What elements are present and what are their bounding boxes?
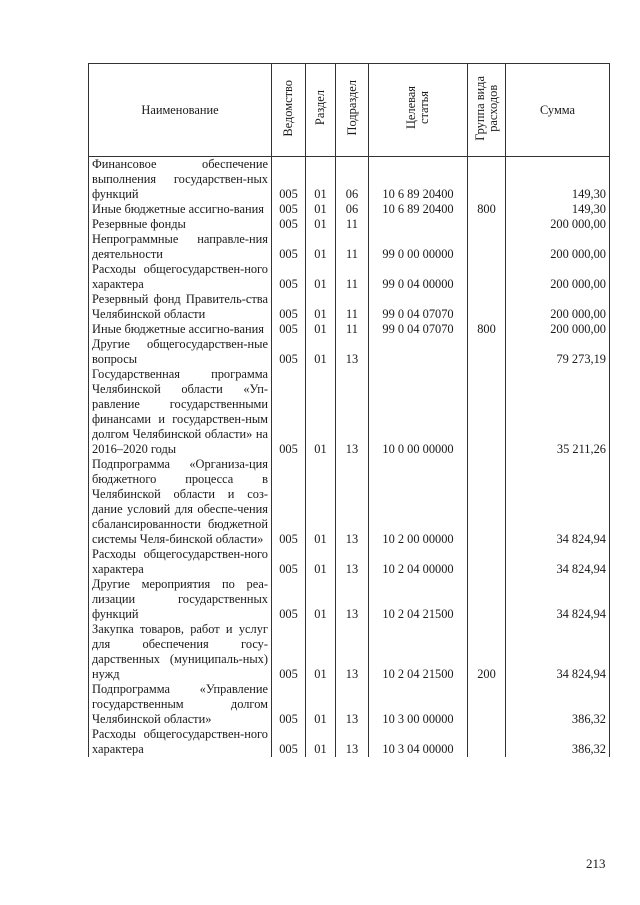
- cell-exptype: [468, 157, 506, 203]
- cell-section: 01: [306, 232, 336, 262]
- cell-exptype: [468, 457, 506, 547]
- table-body: [89, 157, 610, 758]
- cell-name: Подпрограмма «Управление государственным долгом Челябинской области»: [89, 682, 272, 727]
- cell-exptype: [468, 727, 506, 757]
- table-row: [89, 727, 610, 757]
- cell-dept: 005: [272, 292, 306, 322]
- cell-target: 10 2 04 21500: [369, 577, 468, 622]
- cell-exptype: [468, 262, 506, 292]
- cell-target: 10 6 89 20400: [369, 202, 468, 217]
- budget-table: [88, 63, 610, 757]
- table-row: [89, 577, 610, 622]
- cell-target: 99 0 04 00000: [369, 262, 468, 292]
- cell-section: 01: [306, 682, 336, 727]
- cell-name: Расходы общегосударствен-ного характера: [89, 727, 272, 757]
- cell-sum: 200 000,00: [506, 217, 610, 232]
- cell-subsection: 11: [336, 292, 369, 322]
- cell-name: Подпрограмма «Организа-ция бюджетного процесса в Челябинской области и соз-дание условий для обеспе-чения сбалансированности бюджетной системы Челя-бинской области»: [89, 457, 272, 547]
- table-row: [89, 457, 610, 547]
- cell-section: 01: [306, 157, 336, 203]
- cell-dept: 005: [272, 337, 306, 367]
- table-row: [89, 682, 610, 727]
- table-row: [89, 292, 610, 322]
- cell-exptype: [468, 577, 506, 622]
- cell-sum: 200 000,00: [506, 262, 610, 292]
- cell-exptype: [468, 292, 506, 322]
- cell-dept: 005: [272, 457, 306, 547]
- cell-name: Резервные фонды: [89, 217, 272, 232]
- cell-name: Иные бюджетные ассигно-вания: [89, 202, 272, 217]
- cell-name: Государственная программа Челябинской области «Уп-равление государственными финансами и государствен-ным долгом Челябинской области» на 2016–2020 годы: [89, 367, 272, 457]
- cell-subsection: 13: [336, 622, 369, 682]
- header-dept: Ведомство: [272, 64, 306, 157]
- cell-section: 01: [306, 202, 336, 217]
- cell-exptype: 800: [468, 202, 506, 217]
- cell-target: 99 0 00 00000: [369, 232, 468, 262]
- table-header-row: [89, 64, 610, 157]
- cell-section: 01: [306, 322, 336, 337]
- cell-name: Расходы общегосударствен-ного характера: [89, 262, 272, 292]
- cell-section: 01: [306, 547, 336, 577]
- cell-exptype: [468, 367, 506, 457]
- cell-exptype: [468, 682, 506, 727]
- cell-target: 10 6 89 20400: [369, 157, 468, 203]
- cell-name: Другие общегосударствен-ные вопросы: [89, 337, 272, 367]
- cell-target: [369, 337, 468, 367]
- cell-target: 10 3 00 00000: [369, 682, 468, 727]
- cell-sum: 149,30: [506, 157, 610, 203]
- cell-sum: 200 000,00: [506, 322, 610, 337]
- cell-name: Резервный фонд Правитель-ства Челябинской области: [89, 292, 272, 322]
- cell-exptype: [468, 547, 506, 577]
- budget-table-container: [88, 63, 609, 757]
- cell-name: Расходы общегосударствен-ного характера: [89, 547, 272, 577]
- cell-subsection: 13: [336, 727, 369, 757]
- cell-subsection: 06: [336, 157, 369, 203]
- cell-subsection: 13: [336, 457, 369, 547]
- cell-dept: 005: [272, 622, 306, 682]
- cell-exptype: 200: [468, 622, 506, 682]
- cell-subsection: 06: [336, 202, 369, 217]
- cell-exptype: 800: [468, 322, 506, 337]
- cell-exptype: [468, 232, 506, 262]
- table-row: [89, 202, 610, 217]
- table-row: [89, 262, 610, 292]
- header-subsection: Подраздел: [336, 64, 369, 157]
- table-row: [89, 547, 610, 577]
- cell-sum: 79 273,19: [506, 337, 610, 367]
- cell-sum: 200 000,00: [506, 292, 610, 322]
- header-target: Целевая статья: [369, 64, 468, 157]
- cell-sum: 200 000,00: [506, 232, 610, 262]
- cell-sum: 34 824,94: [506, 622, 610, 682]
- cell-subsection: 13: [336, 682, 369, 727]
- table-row: [89, 367, 610, 457]
- table-row: [89, 157, 610, 203]
- cell-subsection: 13: [336, 577, 369, 622]
- cell-name: Закупка товаров, работ и услуг для обеспечения госу-дарственных (муниципаль-ных) нужд: [89, 622, 272, 682]
- cell-subsection: 11: [336, 322, 369, 337]
- header-name: Наименование: [89, 64, 272, 157]
- cell-dept: 005: [272, 727, 306, 757]
- cell-subsection: 13: [336, 337, 369, 367]
- table-row: [89, 217, 610, 232]
- cell-sum: 35 211,26: [506, 367, 610, 457]
- header-exptype: Группа вида расходов: [468, 64, 506, 157]
- cell-section: 01: [306, 217, 336, 232]
- cell-section: 01: [306, 727, 336, 757]
- cell-sum: 386,32: [506, 682, 610, 727]
- cell-subsection: 13: [336, 367, 369, 457]
- cell-sum: 34 824,94: [506, 547, 610, 577]
- cell-target: 10 2 00 00000: [369, 457, 468, 547]
- cell-dept: 005: [272, 547, 306, 577]
- cell-subsection: 11: [336, 217, 369, 232]
- cell-sum: 34 824,94: [506, 577, 610, 622]
- cell-name: Другие мероприятия по реа-лизации государственных функций: [89, 577, 272, 622]
- cell-name: Непрограммные направле-ния деятельности: [89, 232, 272, 262]
- cell-target: 99 0 04 07070: [369, 322, 468, 337]
- cell-target: 10 2 04 21500: [369, 622, 468, 682]
- cell-subsection: 13: [336, 547, 369, 577]
- cell-section: 01: [306, 262, 336, 292]
- cell-dept: 005: [272, 322, 306, 337]
- cell-dept: 005: [272, 217, 306, 232]
- cell-target: 10 0 00 00000: [369, 367, 468, 457]
- cell-section: 01: [306, 622, 336, 682]
- cell-exptype: [468, 217, 506, 232]
- page-number: 213: [586, 856, 606, 871]
- cell-exptype: [468, 337, 506, 367]
- header-section: Раздел: [306, 64, 336, 157]
- cell-section: 01: [306, 292, 336, 322]
- cell-sum: 34 824,94: [506, 457, 610, 547]
- cell-name: Иные бюджетные ассигно-вания: [89, 322, 272, 337]
- cell-section: 01: [306, 457, 336, 547]
- cell-dept: 005: [272, 232, 306, 262]
- cell-sum: 386,32: [506, 727, 610, 757]
- table-row: [89, 622, 610, 682]
- table-row: [89, 322, 610, 337]
- table-row: [89, 337, 610, 367]
- cell-dept: 005: [272, 157, 306, 203]
- header-sum: Сумма: [506, 64, 610, 157]
- cell-target: 10 3 04 00000: [369, 727, 468, 757]
- cell-dept: 005: [272, 682, 306, 727]
- cell-subsection: 11: [336, 262, 369, 292]
- cell-dept: 005: [272, 367, 306, 457]
- cell-section: 01: [306, 367, 336, 457]
- cell-dept: 005: [272, 577, 306, 622]
- cell-dept: 005: [272, 262, 306, 292]
- cell-target: [369, 217, 468, 232]
- cell-dept: 005: [272, 202, 306, 217]
- cell-section: 01: [306, 577, 336, 622]
- cell-subsection: 11: [336, 232, 369, 262]
- cell-section: 01: [306, 337, 336, 367]
- table-row: [89, 232, 610, 262]
- cell-target: 10 2 04 00000: [369, 547, 468, 577]
- cell-target: 99 0 04 07070: [369, 292, 468, 322]
- cell-name: Финансовое обеспечение выполнения государствен-ных функций: [89, 157, 272, 203]
- cell-sum: 149,30: [506, 202, 610, 217]
